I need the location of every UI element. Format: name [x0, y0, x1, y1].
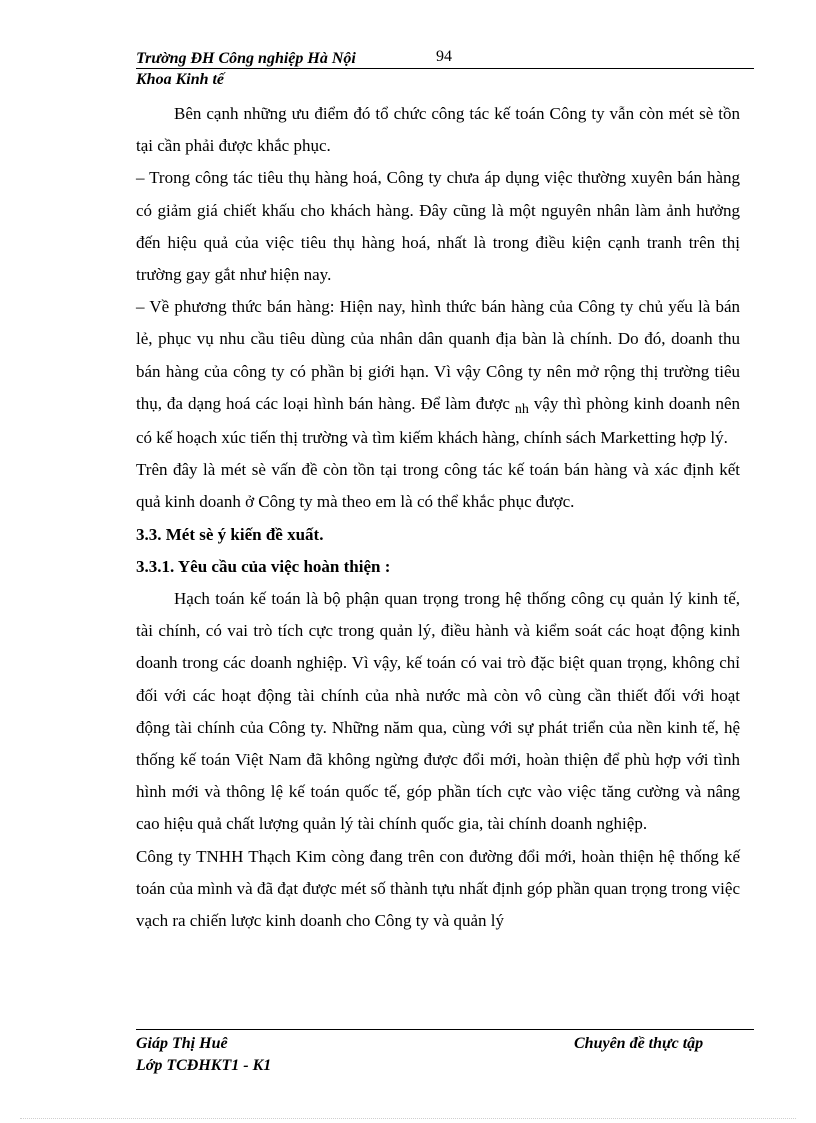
bullet-paragraph: [136, 291, 740, 454]
class-name: Lớp TCĐHKT1 - K1: [136, 1057, 272, 1074]
paragraph: Công ty TNHH Thạch Kim còng đang trên con đường đổi mới, hoàn thiện hệ thống kế toán của mình và đã đạt được mét số thành tựu nhất định góp phần quan trọng trong việc vạch ra chiến lược kinh doanh cho Công ty và quản lý: [136, 846, 740, 931]
paragraph: Bên cạnh những ưu điểm đó tổ chức công tác kế toán Công ty vẫn còn mét sè tồn tại cần phải được khắc phục.: [136, 104, 740, 156]
bullet-paragraph: – Trong công tác tiêu thụ hàng hoá, Công ty chưa áp dụng việc thường xuyên bán hàng có giảm giá chiết khấu cho khách hàng. Đây cũng là một nguyên nhân làm ảnh hưởng đến hiệu quả của việc tiêu thụ hàng hoá, nhất là trong điều kiện cạnh tranh trên thị trường gay gắt như hiện nay.: [136, 168, 740, 285]
footer-title: Chuyên đề thực tập: [574, 1035, 704, 1052]
page-number: 94: [436, 48, 452, 65]
text-run: – Về phương thức bán hàng: Hiện nay, hình thức bán hàng của Công ty chủ yếu là bán lẻ, phục vụ nhu cầu tiêu dùng của nhân dân quanh địa bàn là chính. Do đó, doanh thu bán hàng của công ty có phần bị giới hạn. Vì vậy Công ty nên mở rộng thị trường tiêu thụ, đa dạng hoá các loại hình bán hàng. Để làm được: [136, 297, 740, 413]
author-name: Giáp Thị Huê: [136, 1035, 228, 1052]
page-header: [136, 50, 754, 89]
footer-left: [136, 1033, 271, 1077]
footer-divider: [136, 1029, 754, 1030]
text-run-small: nh: [514, 401, 529, 417]
page-bottom-divider: [20, 1118, 796, 1119]
document-body: [136, 98, 740, 937]
school-name: Trường ĐH Công nghiệp Hà Nội: [136, 50, 356, 67]
department-name: Khoa Kinh tế: [136, 71, 225, 88]
header-top-line: [136, 50, 754, 69]
text-run: vậy thì phòng kinh doanh nên có kế hoạch xúc tiến thị trường và tìm kiếm khách hàng, chính sách Marketting hợp lý.: [136, 393, 740, 448]
paragraph: Hạch toán kế toán là bộ phận quan trọng trong hệ thống công cụ quản lý kinh tế, tài chính, có vai trò tích cực trong quản lý, điều hành và kiểm soát các hoạt động kinh doanh trong các doanh nghiệp. Vì vậy, kế toán có vai trò đặc biệt quan trọng, không chỉ đối với các hoạt động tài chính của nhà nước mà còn vô cùng cần thiết đối với hoạt động tài chính của Công ty. Những năm qua, cùng với sự phát triển của nền kinh tế, hệ thống kế toán Việt Nam đã không ngừng được đổi mới, hoàn thiện để phù hợp với tình hình mới và thông lệ kế toán quốc tế, góp phần tích cực vào việc tăng cường và nâng cao hiệu quả chất lượng quản lý tài chính quốc gia, tài chính doanh nghiệp.: [136, 589, 740, 834]
paragraph: Trên đây là mét sè vấn đề còn tồn tại trong công tác kế toán bán hàng và xác định kết quả kinh doanh ở Công ty mà theo em là có thể khắc phục được.: [136, 460, 740, 512]
subsection-heading: 3.3.1. Yêu cầu của việc hoàn thiện :: [136, 556, 391, 576]
section-heading: 3.3. Mét sè ý kiến đề xuất.: [136, 524, 324, 544]
